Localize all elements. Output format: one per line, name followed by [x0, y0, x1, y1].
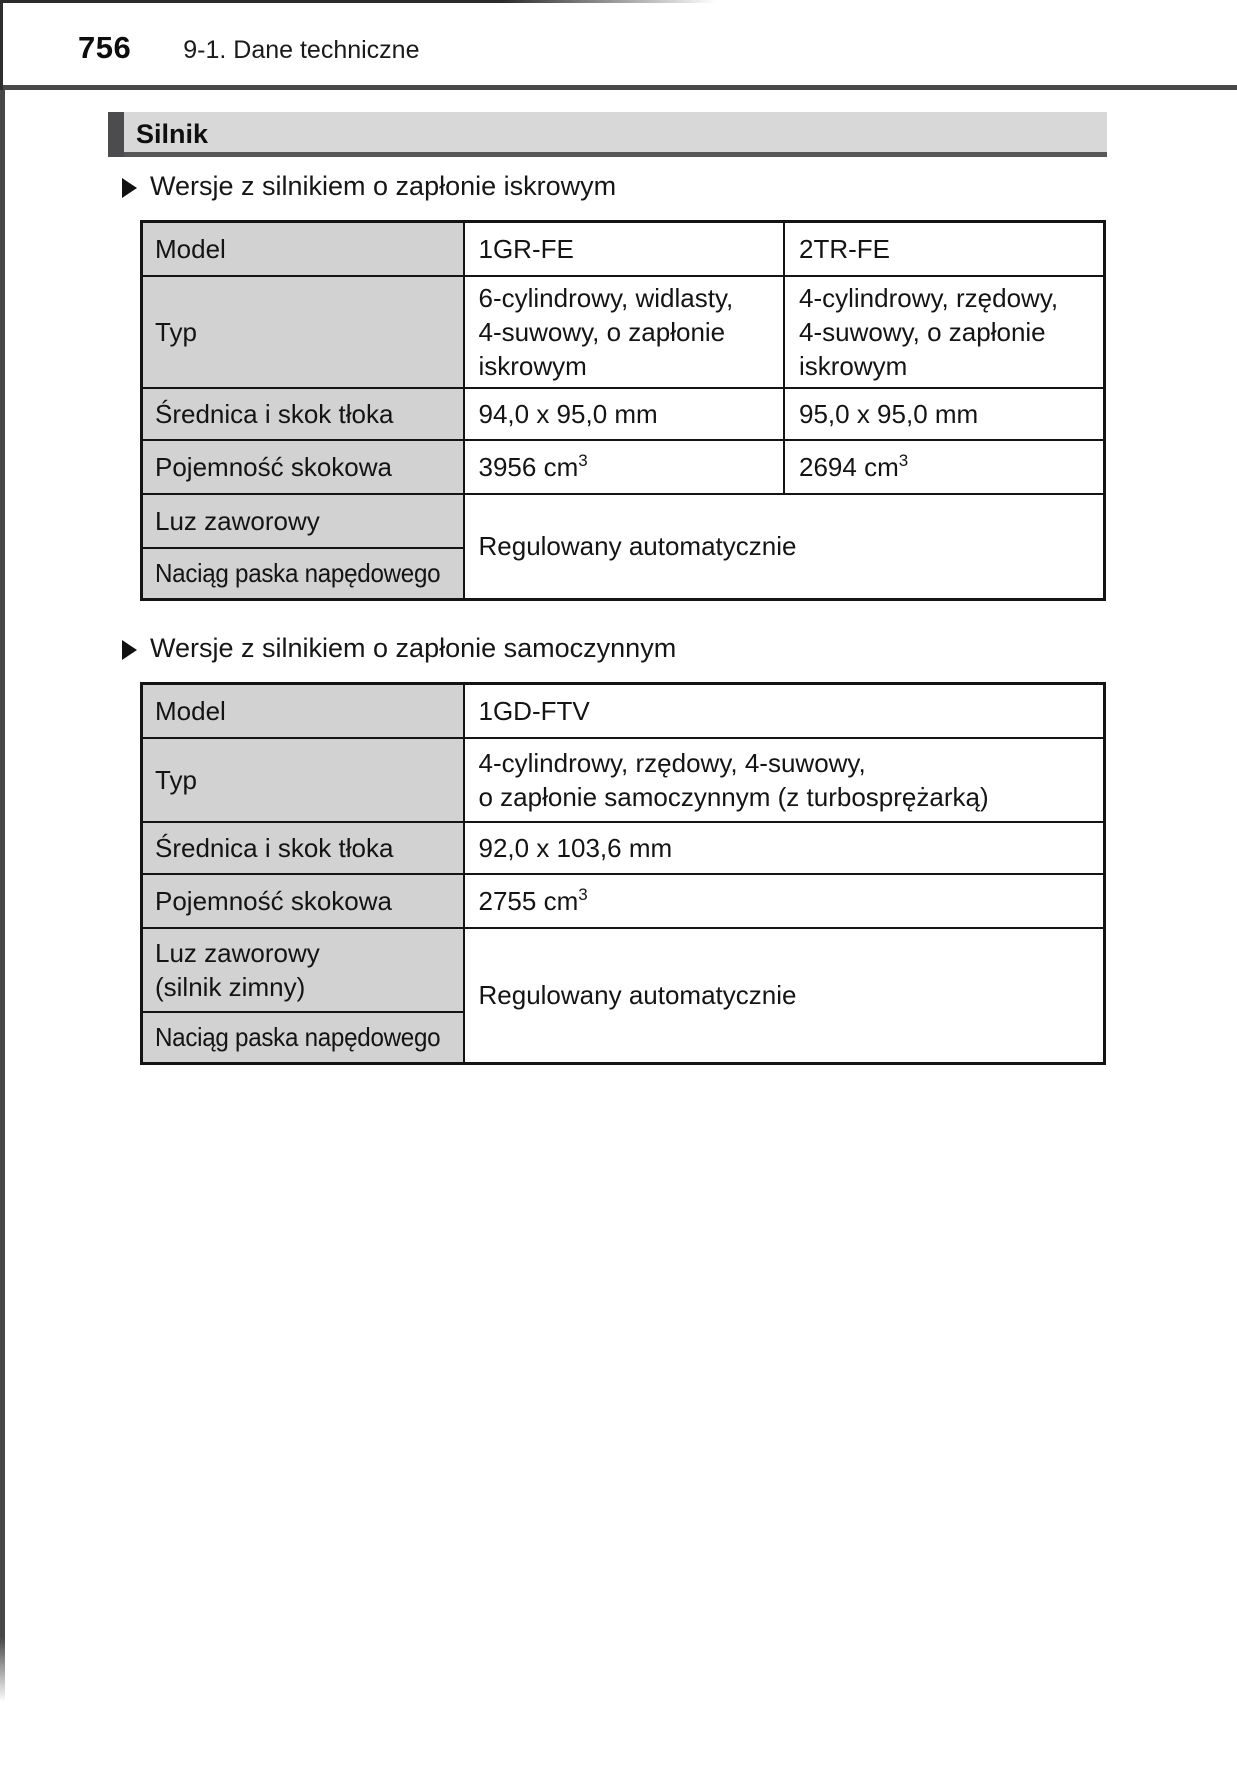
- table-row-displacement: [142, 874, 1105, 928]
- page-top-edge: [0, 0, 717, 3]
- section-accent-block: [108, 112, 124, 157]
- type-value-1gd-ftv: [464, 738, 1105, 822]
- adjustment-merged-value: Regulowany automatycznie: [464, 494, 1105, 600]
- adjustment-merged-value: Regulowany automatycznie: [464, 928, 1105, 1064]
- row-label-displacement: Pojemność skokowa: [142, 874, 464, 928]
- diesel-engines-heading: [122, 633, 1237, 664]
- page-content: [0, 112, 1237, 1065]
- belt-tension-label: Naciąg paska napędowego: [155, 1022, 441, 1053]
- table-row-bore-stroke: [142, 388, 1105, 440]
- row-label-type: Typ: [142, 738, 464, 822]
- type-line: 4-suwowy, o zapłonie: [799, 316, 1046, 347]
- type-line: iskrowym: [799, 350, 908, 381]
- displacement-base: 2694 cm: [799, 451, 899, 482]
- spark-engines-heading: [122, 171, 1237, 202]
- page-left-edge-lower: [0, 90, 5, 1702]
- row-label-model: Model: [142, 222, 464, 276]
- table-row-type: [142, 276, 1105, 388]
- table-row-valve-clearance: [142, 494, 1105, 548]
- type-line: 4-cylindrowy, rzędowy,: [799, 282, 1059, 313]
- bore-value-2tr-fe: 95,0 x 95,0 mm: [784, 388, 1105, 440]
- displacement-superscript: 3: [898, 451, 909, 471]
- type-value-2tr-fe: [784, 276, 1105, 388]
- spark-engine-spec-table: [140, 220, 1106, 601]
- model-value-1gd-ftv: 1GD-FTV: [464, 684, 1105, 738]
- displacement-value-1gd-ftv: [464, 874, 1105, 928]
- valve-clearance-line: (silnik zimny): [155, 971, 306, 1002]
- type-line: 4-cylindrowy, rzędowy, 4-suwowy,: [478, 747, 866, 778]
- bore-value-1gr-fe: 94,0 x 95,0 mm: [464, 388, 785, 440]
- displacement-value-1gr-fe: [464, 440, 785, 494]
- triangle-bullet-icon: [122, 640, 137, 660]
- triangle-bullet-icon: [122, 178, 137, 198]
- page-header: [0, 0, 1237, 90]
- section-title: Silnik: [136, 119, 209, 149]
- row-label-valve-clearance: Luz zaworowy: [142, 494, 464, 548]
- row-label-belt-tension: [142, 1012, 464, 1064]
- type-value-1gr-fe: [464, 276, 785, 388]
- row-label-belt-tension: [142, 548, 464, 600]
- table-row-model: [142, 684, 1105, 738]
- row-label-bore-stroke: Średnica i skok tłoka: [142, 822, 464, 874]
- displacement-superscript: 3: [578, 885, 588, 905]
- page-left-edge-upper: [0, 0, 3, 90]
- belt-tension-label: Naciąg paska napędowego: [155, 558, 441, 589]
- table-row-bore-stroke: [142, 822, 1105, 874]
- type-line: 6-cylindrowy, widlasty,: [478, 282, 734, 313]
- table-row-displacement: [142, 440, 1105, 494]
- row-label-type: Typ: [142, 276, 464, 388]
- displacement-superscript: 3: [578, 451, 588, 471]
- table-row-valve-clearance-cold: [142, 928, 1105, 1012]
- type-line: 4-suwowy, o zapłonie: [478, 316, 726, 347]
- row-label-displacement: Pojemność skokowa: [142, 440, 464, 494]
- spark-engines-heading-label: Wersje z silnikiem o zapłonie iskrowym: [150, 171, 617, 201]
- section-title-bar: [108, 112, 1107, 157]
- breadcrumb: 9-1. Dane techniczne: [183, 36, 420, 64]
- diesel-engine-spec-table: [140, 682, 1106, 1065]
- page-number: 756: [78, 30, 132, 65]
- row-label-model: Model: [142, 684, 464, 738]
- diesel-engines-heading-label: Wersje z silnikiem o zapłonie samoczynnym: [150, 633, 677, 663]
- row-label-bore-stroke: Średnica i skok tłoka: [142, 388, 464, 440]
- type-line: iskrowym: [478, 350, 587, 381]
- displacement-base: 2755 cm: [478, 885, 579, 916]
- table-row-type: [142, 738, 1105, 822]
- displacement-value-2tr-fe: [784, 440, 1105, 494]
- type-line: o zapłonie samoczynnym (z turbosprężarką): [478, 781, 989, 812]
- model-value-1gr-fe: 1GR-FE: [464, 222, 785, 276]
- bore-value-1gd-ftv: 92,0 x 103,6 mm: [464, 822, 1105, 874]
- model-value-2tr-fe: 2TR-FE: [784, 222, 1105, 276]
- row-label-valve-clearance-cold: [142, 928, 464, 1012]
- displacement-base: 3956 cm: [478, 451, 579, 482]
- valve-clearance-line: Luz zaworowy: [155, 937, 320, 968]
- table-row-model: [142, 222, 1105, 276]
